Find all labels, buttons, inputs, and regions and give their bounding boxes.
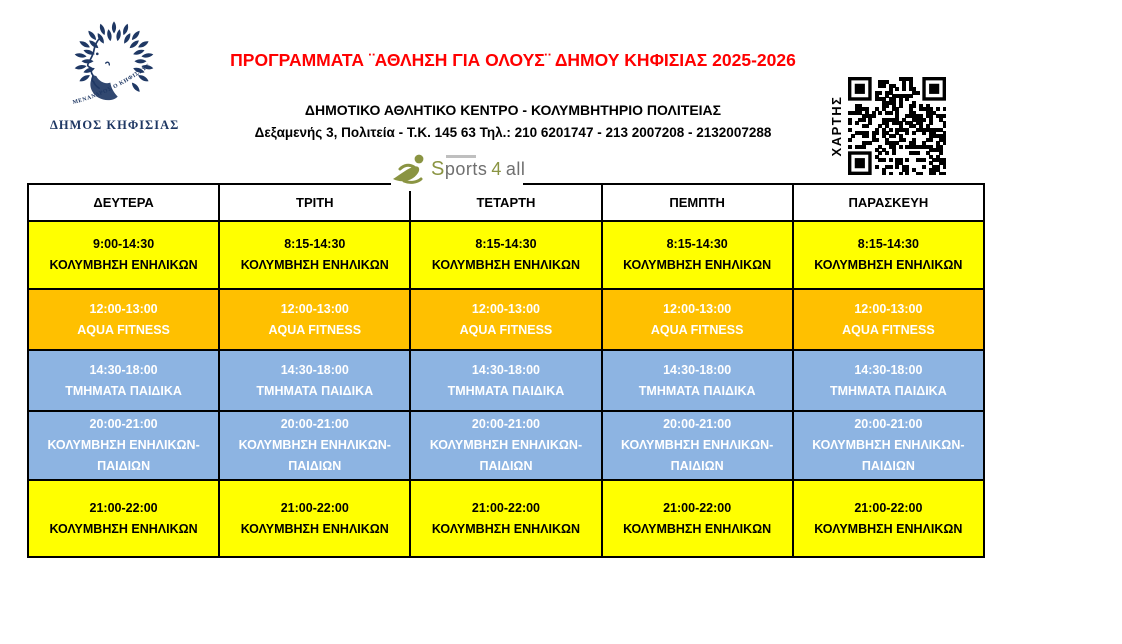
schedule-row-2 [28, 350, 984, 411]
cell-activity: AQUA FITNESS [650, 322, 744, 337]
cell-time: 20:00-21:00 [663, 417, 732, 431]
cell-activity: ΤΜΗΜΑΤΑ ΠΑΙΔΙΚΑ [638, 383, 756, 398]
cell-activity: ΤΜΗΜΑΤΑ ΠΑΙΔΙΚΑ [256, 383, 374, 398]
qr-block [829, 77, 946, 175]
schedule-cell [410, 411, 601, 480]
sports4all-wordmark [431, 159, 525, 179]
cell-time: 21:00-22:00 [280, 500, 349, 515]
cell-time: 20:00-21:00 [471, 417, 541, 431]
cell-activity: AQUA FITNESS [459, 322, 553, 337]
schedule-cell [28, 480, 219, 557]
cell-time: 8:15-14:30 [857, 237, 919, 251]
cell-time: 9:00-14:30 [93, 237, 155, 251]
cell-activity: ΚΟΛΥΜΒΗΣΗ ΕΝΗΛΙΚΩΝ [814, 521, 963, 536]
header-titles [148, 50, 878, 141]
day-header-3: ΠΕΜΠΤΗ [602, 184, 793, 221]
cell-activity: AQUA FITNESS [268, 322, 362, 337]
schedule-row-1 [28, 289, 984, 350]
schedule-cell [793, 289, 984, 350]
schedule-cell [28, 221, 219, 289]
sports4all-logo [391, 146, 526, 191]
cell-time: 21:00-22:00 [663, 500, 732, 515]
schedule-table [27, 183, 985, 558]
cell-time: 12:00-13:00 [854, 301, 923, 316]
schedule-cell [602, 221, 793, 289]
schedule-cell [602, 350, 793, 411]
day-header-1: ΤΡΙΤΗ [219, 184, 410, 221]
cell-activity: ΚΟΛΥΜΒΗΣΗ ΕΝΗΛΙΚΩΝ [240, 258, 389, 272]
laurel-wreath [74, 21, 153, 93]
logo-motto: ΜΕΝΑΝΔΡΟΣ Ο ΚΗΦΙΣΕΥΣ [72, 62, 152, 106]
cell-time: 14:30-18:00 [471, 362, 541, 377]
fine-print [446, 155, 476, 158]
cell-activity: ΚΟΛΥΜΒΗΣΗ ΕΝΗΛΙΚΩΝ-ΠΑΙΔΙΩΝ [812, 438, 965, 473]
schedule-cell [28, 411, 219, 480]
cell-time: 14:30-18:00 [280, 362, 349, 377]
cell-activity: ΚΟΛΥΜΒΗΣΗ ΕΝΗΛΙΚΩΝ [49, 521, 198, 536]
cell-activity: ΚΟΛΥΜΒΗΣΗ ΕΝΗΛΙΚΩΝ [623, 258, 772, 272]
cell-activity: ΤΜΗΜΑΤΑ ΠΑΙΔΙΚΑ [830, 383, 947, 398]
schedule-cell [410, 350, 601, 411]
schedule-row-3 [28, 411, 984, 480]
schedule-cell [410, 221, 601, 289]
cell-activity: ΚΟΛΥΜΒΗΣΗ ΕΝΗΛΙΚΩΝ [49, 258, 198, 272]
schedule-cell [28, 289, 219, 350]
schedule-cell [793, 411, 984, 480]
schedule-cell [602, 289, 793, 350]
cell-activity: AQUA FITNESS [842, 322, 935, 337]
cell-activity: ΚΟΛΥΜΒΗΣΗ ΕΝΗΛΙΚΩΝ-ΠΑΙΔΙΩΝ [429, 438, 583, 473]
day-header-2: ΤΕΤΑΡΤΗ [410, 184, 601, 221]
cell-time: 12:00-13:00 [89, 301, 158, 316]
sports4all-figure-icon [391, 152, 429, 188]
schedule-cell [219, 289, 410, 350]
schedule-cell [219, 480, 410, 557]
cell-activity: ΚΟΛΥΜΒΗΣΗ ΕΝΗΛΙΚΩΝ [814, 258, 963, 272]
venue-address: Δεξαμενής 3, Πολιτεία - Τ.Κ. 145 63 Τηλ.: 210 6201747 - 213 2007208 - 2132007288 [254, 125, 772, 140]
cell-time: 12:00-13:00 [471, 301, 541, 316]
schedule-cell [219, 411, 410, 480]
cell-activity: ΚΟΛΥΜΒΗΣΗ ΕΝΗΛΙΚΩΝ [431, 521, 581, 536]
sports4all-digit-4: 4 [491, 159, 502, 179]
cell-time: 12:00-13:00 [663, 301, 732, 316]
cell-time: 14:30-18:00 [89, 362, 158, 377]
cell-activity: ΤΜΗΜΑΤΑ ΠΑΙΔΙΚΑ [65, 383, 182, 398]
schedule-table-body [28, 221, 984, 557]
schedule-cell [28, 350, 219, 411]
cell-activity: ΚΟΛΥΜΒΗΣΗ ΕΝΗΛΙΚΩΝ-ΠΑΙΔΙΩΝ [621, 438, 774, 473]
schedule-cell [793, 221, 984, 289]
day-header-0: ΔΕΥΤΕΡΑ [28, 184, 219, 221]
cell-time: 20:00-21:00 [280, 417, 349, 431]
cell-activity: ΚΟΛΥΜΒΗΣΗ ΕΝΗΛΙΚΩΝ [240, 521, 389, 536]
cell-activity: ΚΟΛΥΜΒΗΣΗ ΕΝΗΛΙΚΩΝ [431, 258, 581, 272]
schedule-cell [793, 480, 984, 557]
schedule-row-4 [28, 480, 984, 557]
cell-activity: ΚΟΛΥΜΒΗΣΗ ΕΝΗΛΙΚΩΝ-ΠΑΙΔΙΩΝ [47, 438, 200, 473]
schedule-cell [219, 221, 410, 289]
sports4all-letters-ports: ports [444, 159, 488, 179]
qr-code [848, 77, 946, 175]
schedule-cell [410, 289, 601, 350]
cell-time: 20:00-21:00 [89, 417, 158, 431]
cell-time: 20:00-21:00 [854, 417, 923, 431]
schedule-cell [410, 480, 601, 557]
schedule-cell [602, 480, 793, 557]
cell-time: 14:30-18:00 [854, 362, 923, 377]
municipality-logo-caption: ΔΗΜΟΣ ΚΗΦΙΣΙΑΣ [50, 118, 180, 132]
qr-label: ΧΑΡΤΗΣ [829, 95, 844, 157]
cell-activity: ΤΜΗΜΑΤΑ ΠΑΙΔΙΚΑ [447, 383, 565, 398]
sports4all-letter-s: S [431, 158, 445, 180]
cell-time: 12:00-13:00 [280, 301, 349, 316]
schedule-cell [219, 350, 410, 411]
schedule-row-0 [28, 221, 984, 289]
schedule-cell [793, 350, 984, 411]
sports4all-letters-all: all [505, 159, 526, 179]
venue-name: ΔΗΜΟΤΙΚΟ ΑΘΛΗΤΙΚΟ ΚΕΝΤΡΟ - ΚΟΛΥΜΒΗΤΗΡΙΟ ΠΟΛΙΤΕΙΑΣ [304, 102, 722, 118]
cell-time: 21:00-22:00 [854, 500, 923, 515]
cell-time: 8:15-14:30 [666, 237, 728, 251]
cell-time: 8:15-14:30 [475, 237, 537, 251]
cell-activity: ΚΟΛΥΜΒΗΣΗ ΕΝΗΛΙΚΩΝ [623, 521, 772, 536]
cell-activity: ΚΟΛΥΜΒΗΣΗ ΕΝΗΛΙΚΩΝ-ΠΑΙΔΙΩΝ [238, 438, 391, 473]
day-header-4: ΠΑΡΑΣΚΕΥΗ [793, 184, 984, 221]
cell-time: 14:30-18:00 [663, 362, 732, 377]
document-title: ΠΡΟΓΡΑΜΜΑΤΑ ¨ΑΘΛΗΣΗ ΓΙΑ ΟΛΟΥΣ¨ ΔΗΜΟΥ ΚΗΦΙΣΙΑΣ 2025-2026 [230, 50, 796, 70]
cell-time: 21:00-22:00 [89, 500, 158, 515]
schedule-cell [602, 411, 793, 480]
cell-activity: AQUA FITNESS [77, 322, 170, 337]
cell-time: 8:15-14:30 [284, 237, 346, 251]
cell-time: 21:00-22:00 [471, 500, 541, 515]
